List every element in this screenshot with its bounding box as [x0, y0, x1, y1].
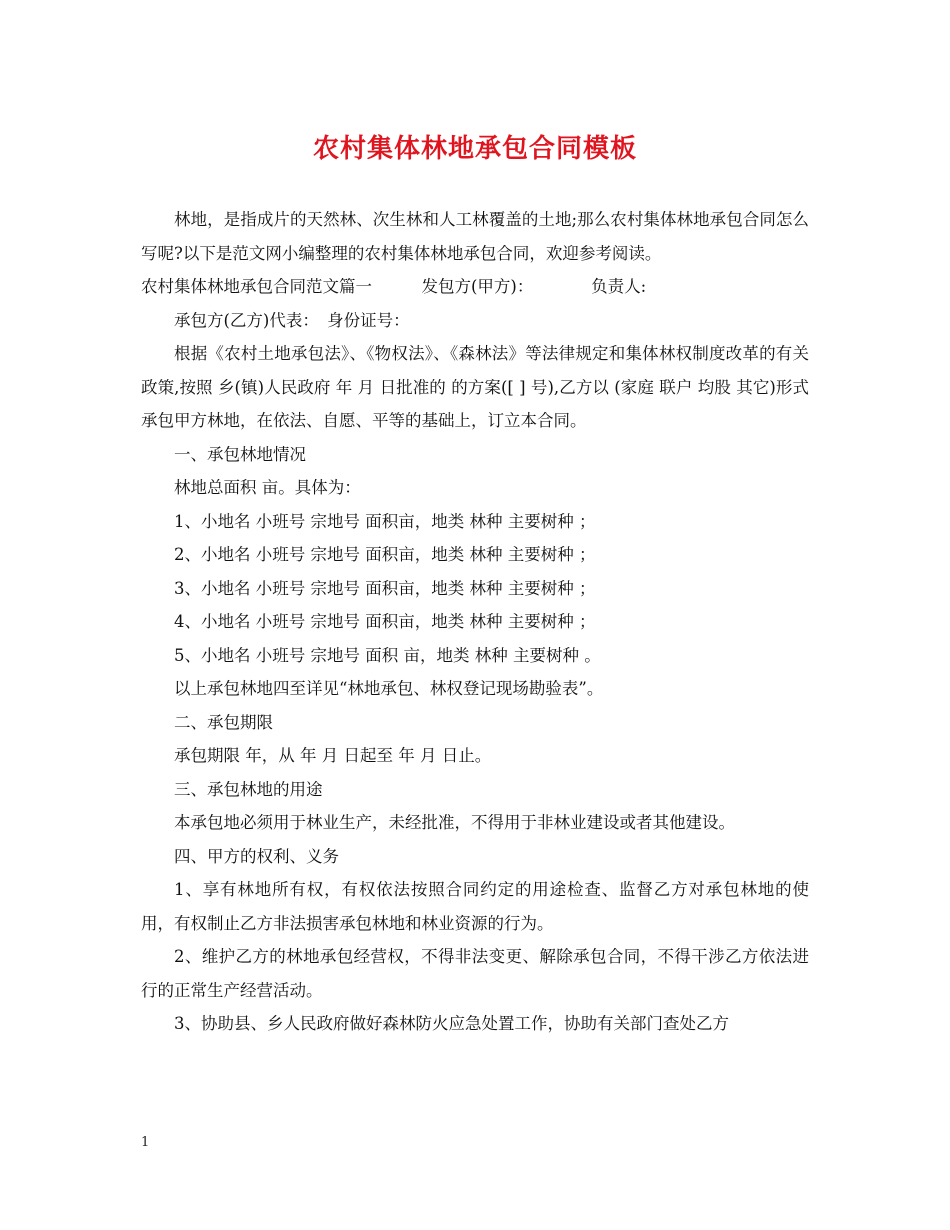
- list-item-plot-4: 4、小地名 小班号 宗地号 面积亩，地类 林种 主要树种 ；: [174, 612, 596, 631]
- section-heading-2: 二、承包期限: [174, 712, 273, 732]
- paragraph-right-2: 2、维护乙方的林地承包经营权，不得非法变更、解除承包合同，不得干涉乙方依法进行的正常生产经营活动。: [141, 947, 809, 1000]
- paragraph-parties-a: 农村集体林地承包合同范文篇一 发包方(甲方)： 负责人:: [141, 277, 647, 296]
- list-item-plot-5: 5、小地名 小班号 宗地号 面积 亩，地类 林种 主要树种 。: [174, 645, 601, 665]
- list-item-plot-3: 3、小地名 小班号 宗地号 面积亩，地类 林种 主要树种 ；: [174, 578, 596, 598]
- paragraph-total-area: 林地总面积 亩。具体为：: [174, 478, 361, 497]
- paragraph-intro: 林地，是指成片的天然林、次生林和人工林覆盖的土地;那么农村集体林地承包合同怎么写呢?以下是范文网小编整理的农村集体林地承包合同，欢迎参考阅读。: [141, 210, 809, 263]
- paragraph-right-1: 1、享有林地所有权，有权依法按照合同约定的用途检查、监督乙方对承包林地的使用，有权制止乙方非法损害承包林地和林业资源的行为。: [141, 880, 809, 933]
- list-item-plot-1: 1、小地名 小班号 宗地号 面积亩，地类 林种 主要树种 ；: [174, 511, 596, 531]
- paragraph-boundary-note: 以上承包林地四至详见“林地承包、林权登记现场勘验表”。: [174, 679, 604, 698]
- section-heading-1: 一、承包林地情况: [174, 444, 306, 464]
- list-item-plot-2: 2、小地名 小班号 宗地号 面积亩，地类 林种 主要树种 ；: [174, 545, 596, 564]
- document-body: [141, 203, 809, 1041]
- section-heading-4: 四、甲方的权利、义务: [174, 846, 339, 866]
- paragraph-parties-b: 承包方(乙方)代表： 身份证号：: [174, 310, 410, 330]
- section-heading-3: 三、承包林地的用途: [174, 779, 323, 799]
- document-title: 农村集体林地承包合同模板: [312, 134, 637, 164]
- paragraph-right-3: 3、协助县、乡人民政府做好森林防火应急处置工作，协助有关部门查处乙方: [174, 1014, 729, 1033]
- paragraph-term: 承包期限 年，从 年 月 日起至 年 月 日止。: [174, 746, 492, 765]
- paragraph-legal-basis: 根据《农村土地承包法》、《物权法》、《森林法》等法律规定和集体林权制度改革的有关政策,按照 乡(镇)人民政府 年 月 日批准的 的方案([ ] 号),乙方以 (家庭 联户 均股 其它)形式承包甲方林地，在依法、自愿、平等的基础上，订立本合同。: [141, 344, 809, 430]
- paragraph-usage: 本承包地必须用于林业生产，未经批准，不得用于非林业建设或者其他建设。: [174, 813, 735, 832]
- page-number: 1: [141, 1135, 150, 1150]
